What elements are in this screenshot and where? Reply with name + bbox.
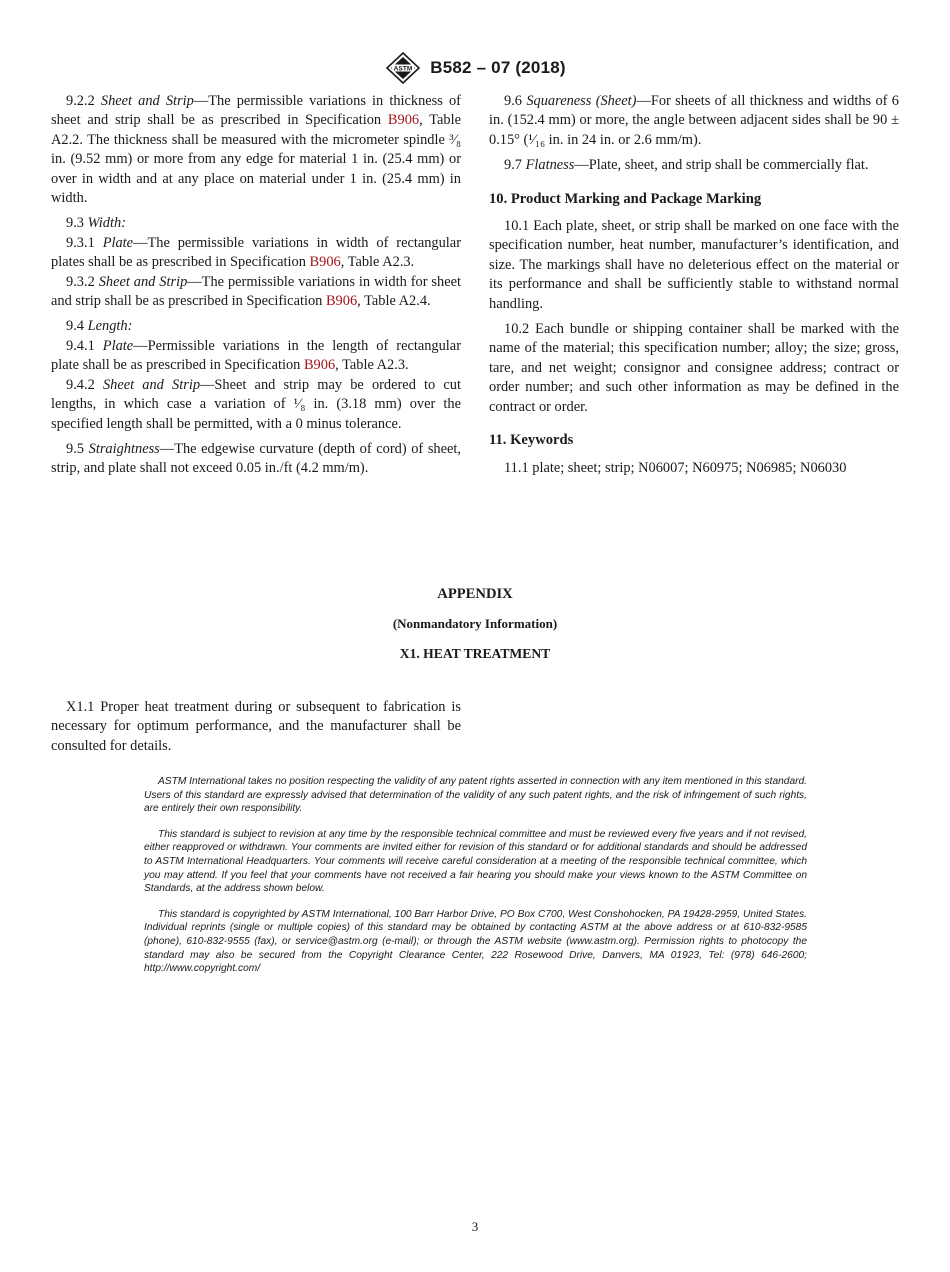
appendix-x1-heading: X1. HEAT TREATMENT [399, 646, 551, 661]
section-11-1: 11.1 plate; sheet; strip; N06007; N60975; N06985; N06030 [504, 459, 847, 476]
appendix-title: APPENDIX [437, 586, 513, 602]
section-10-2: 10.2 Each bundle or shipping container shall be marked with the name of the material; this specification number; alloy; the size; gross, tare, and net weight; consignor and consignee address; contract or order number; and such other information as may be defined in the contract or order. [489, 321, 899, 415]
section-9-4-2: 9.4.2 Sheet and Strip—Sheet and strip may be ordered to cut lengths, in which case a variation of ¹⁄₈ in. (3.18 mm) over the specified length shall be permitted, with a 0 minus tolerance. [51, 376, 461, 432]
appendix-subtitle: (Nonmandatory Information) [392, 616, 558, 631]
legal-notice [144, 775, 807, 988]
reference-link-b906[interactable]: B906 [325, 293, 358, 310]
section-9-3-2: 9.3.2 Sheet and Strip—The permissible variations in width for sheet and strip shall be as prescribed in Specification B906, Table A2.4. [51, 273, 461, 310]
document-designation: B582 – 07 (2018) [430, 58, 566, 77]
reference-link-b906[interactable]: B906 [387, 112, 420, 129]
reference-link-b906[interactable]: B906 [309, 254, 341, 271]
section-9-3-1: 9.3.1 Plate—The permissible variations in width of rectangular plates shall be as prescribed in Specification B906, Table A2.3. [51, 234, 461, 271]
page-header [0, 52, 950, 84]
appendix-block [0, 586, 950, 662]
patent-notice: ASTM International takes no position respecting the validity of any patent rights asserted in connection with any item mentioned in this standard. Users of this standard are expressly advised that determination of the validity of any such patent rights, and the risk of infringement of such rights, are entirely their own responsibility. [144, 776, 807, 815]
section-9-4-1: 9.4.1 Plate—Permissible variations in the length of rectangular plate shall be as prescribed in Specification B906, Table A2.3. [51, 337, 461, 374]
svg-text:ASTM: ASTM [393, 65, 413, 73]
section-x1-1: X1.1 Proper heat treatment during or subsequent to fabrication is necessary for optimum performance, and the manufacturer shall be consulted for details. [51, 699, 461, 754]
section-9-2-2: 9.2.2 Sheet and Strip—The permissible variations in thickness of sheet and strip shall be as prescribed in Specification B906, Table A2.2. The thickness shall be measured with the micrometer spindle ³⁄₈ in. (9.52 mm) or more from any edge for material 1 in. (25.4 mm) or over in width and at any place on material under 1 in. (25.4 mm) in width. [51, 93, 461, 207]
reference-link-b906[interactable]: B906 [303, 357, 336, 374]
right-column [489, 92, 899, 484]
section-9-7: 9.7 Flatness—Plate, sheet, and strip shall be commercially flat. [504, 157, 869, 174]
revision-notice: This standard is subject to revision at any time by the responsible technical committee and must be reviewed every five years and if not revised, either reapproved or withdrawn. Your comments are invited either for revision of this standard or for additional standards and should be addressed to ASTM International Headquarters. Your comments will receive careful consideration at a meeting of the responsible technical committee, which you may attend. If you feel that your comments have not received a fair hearing you should make your views known to the ASTM Committee on Standards, at the address shown below. [144, 828, 807, 895]
section-9-4: 9.4 Length: [66, 318, 133, 335]
section-10-heading: 10. Product Marking and Package Marking [489, 190, 762, 207]
section-9-6: 9.6 Squareness (Sheet)—For sheets of all thickness and widths of 6 in. (152.4 mm) or more, the angle between adjacent sides shall be 90 ± 0.15° (¹⁄₁₆ in. in 24 in. or 2.6 mm/m). [489, 93, 899, 148]
section-10-1: 10.1 Each plate, sheet, or strip shall be marked on one face with the specification number, heat number, manufacturer’s identification, and size. The markings shall have no deleterious effect on the material or its performance and shall be sufficiently stable to withstand normal handling. [489, 218, 899, 312]
astm-logo-icon [384, 52, 422, 84]
appendix-x1-body [51, 698, 461, 762]
copyright-notice: This standard is copyrighted by ASTM International, 100 Barr Harbor Drive, PO Box C700, West Conshohocken, PA 19428-2959, United States. Individual reprints (single or multiple copies) of this standard may be obtained by contacting ASTM at the above address or at 610-832-9585 (phone), 610-832-9555 (fax), or service@astm.org (e-mail); or through the ASTM website (www.astm.org). Permission rights to photocopy the standard may also be secured from the Copyright Clearance Center, 222 Rosewood Drive, Danvers, MA 01923, Tel: (978) 646-2600; http://www.copyright.com/ [144, 908, 807, 975]
page-number: 3 [471, 1219, 479, 1234]
left-column [51, 92, 461, 485]
section-9-5: 9.5 Straightness—The edgewise curvature (depth of cord) of sheet, strip, and plate shall not exceed 0.05 in./ft (4.2 mm/m). [51, 440, 461, 477]
section-11-heading: 11. Keywords [489, 432, 574, 449]
section-9-3: 9.3 Width: [66, 215, 126, 232]
